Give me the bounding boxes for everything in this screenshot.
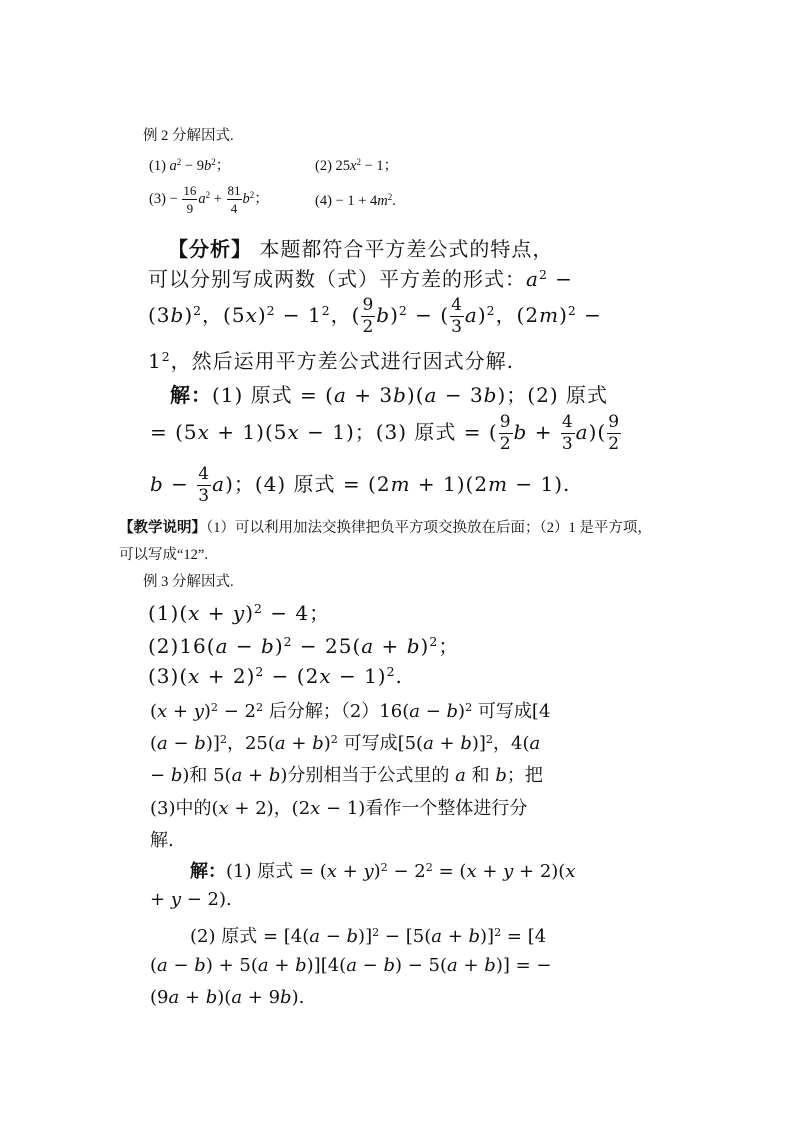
example3-analysis-line-4: (3)中的(x + 2)，(2x − 1)看作一个整体进行分: [150, 798, 528, 819]
example3-title: 例 3 分解因式.: [143, 574, 234, 590]
analysis-text-1: 本题都符合平方差公式的特点，: [259, 237, 554, 261]
teaching-note-line-1: [119, 516, 652, 537]
example2-item-3: (3) − $\frac{16}{9}$ $a^2$ + $\frac{81}{4}$ $b^2$；: [149, 183, 269, 216]
example3-analysis-line-2: (a − b)]$^2$，$25(a + b)^2$ 可写成$[5(a + b)]^2$，4(a: [150, 732, 541, 754]
analysis-text-2: 可以分别写成两数（式）平方差的形式：: [148, 267, 526, 291]
teaching-text: （1）可以利用加法交换律把负平方项交换放在后面；（2）1 是平方项，: [206, 520, 652, 536]
solution3-line-4: (a − b) + 5(a + b)][4(a − b) − 5(a + b)] = −: [150, 955, 552, 976]
example2-title: 例 2 分解因式.: [143, 128, 234, 144]
analysis-formula-line: $(3b)^2$，$(5x)^2 - 1^2$，( $\frac{9}{2}$ b)$^2$ − ( $\frac{4}{3}$ a)$^2$，$(2m)^2$ −: [148, 295, 602, 337]
solution-label: 解：: [170, 383, 212, 407]
solution2-line-3: b − $\frac{4}{3}$ a)；(4) 原式 = (2m + 1)(2m − 1).: [150, 464, 571, 506]
example3-analysis-line-5: 解.: [150, 830, 174, 851]
example2-item-1: (1) $a^2 - 9b^2$；: [149, 157, 231, 174]
example3-analysis-can-write: 可写成[4: [477, 701, 551, 722]
example2-item-2: (2) $25x^2 - 1$；: [315, 157, 399, 174]
solution3-line-3: (2) 原式 = $[4(a - b)]^2 - [5(a + b)]^2 = [4$: [190, 925, 547, 947]
solution2-line-2: = (5x + 1)(5x − 1)；(3) 原式 = ( $\frac{9}{2}$ b + $\frac{4}{3}$ a)( $\frac{9}{2}$: [150, 412, 621, 454]
analysis-paragraph-line-4: $1^2$，然后运用平方差公式进行因式分解.: [148, 349, 514, 373]
analysis-paragraph-line-2: 可以分别写成两数（式）平方差的形式：$a^2$ −: [148, 267, 573, 291]
solution3-line-2: + y − 2).: [150, 889, 232, 910]
solution2-line-1: 解：(1) 原式 = (a + 3b)(a − 3b)；(2) 原式: [170, 383, 608, 407]
example3-item-1: $(1)(x + y)^2 - 4$；: [148, 601, 331, 625]
teaching-note-line-2: 可以写成“12”.: [119, 547, 208, 563]
example3-analysis-line-1: $(x + y)^2 - 2^2$ 后分解；$(2)16(a - b)^2$ 可写成[4: [150, 700, 551, 722]
analysis-text-4: ，然后运用平方差公式进行因式分解.: [170, 349, 514, 373]
solution3-line-1: 解：(1) 原式 = $(x + y)^2 - 2^2 = (x + y + 2)(x$: [190, 860, 576, 882]
example3-item-3: $(3)(x + 2)^2 - (2x - 1)^2$.: [148, 664, 403, 688]
example2-item-4: $(4) - 1 + 4m^2$.: [315, 192, 396, 209]
example3-analysis-text-1: 后分解；（2）16: [268, 701, 403, 722]
example3-analysis-line-3: − b)和 5(a + b)分别相当于公式里的 a 和 b；把: [150, 765, 543, 786]
example3-item-2: $(2)16(a - b)^2 - 25(a + b)^2$；: [148, 634, 460, 658]
teaching-label: 【教学说明】: [119, 520, 206, 536]
example3-analysis-text-4b: 看作一个整体进行分: [365, 798, 528, 819]
analysis-paragraph-line-1: [168, 233, 553, 262]
solution3-line-5: (9a + b)(a + 9b).: [150, 987, 305, 1008]
example3-analysis-text-4a: 中的: [175, 798, 212, 819]
example3-analysis-ba: ；把: [506, 765, 543, 786]
example3-analysis-and: 和: [471, 765, 490, 786]
example3-analysis-text-3: 分别相当于公式里的: [287, 765, 450, 786]
analysis-label: 【分析】: [168, 237, 252, 261]
